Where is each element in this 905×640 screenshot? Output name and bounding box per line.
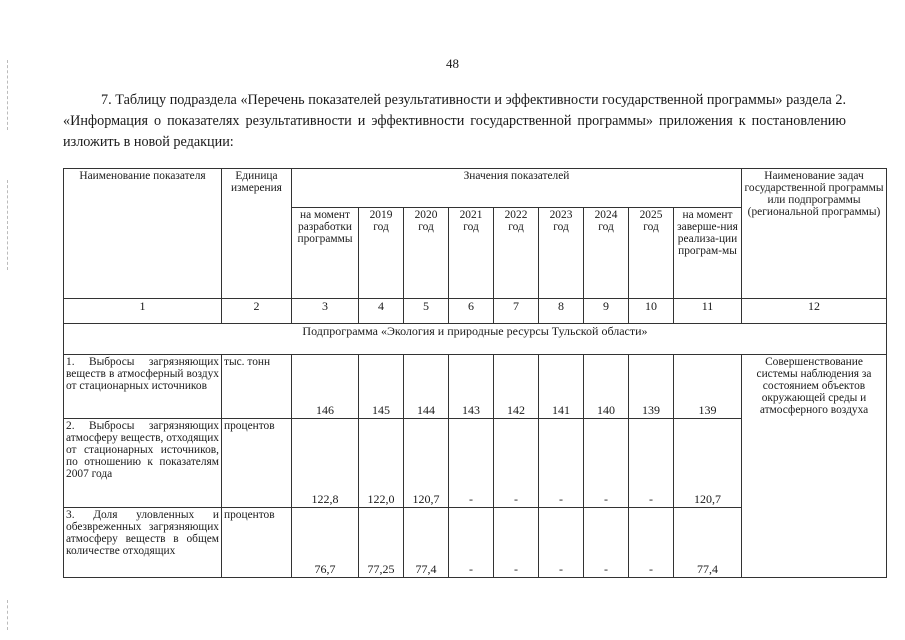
header-tasks: Наименование задач государственной программы или подпрограммы (региональной программы): [742, 169, 887, 299]
indicator-value: 139: [674, 355, 742, 419]
indicator-value: 142: [494, 355, 539, 419]
indicator-value: 144: [404, 355, 449, 419]
col-number: 6: [449, 299, 494, 324]
subheader-2020: 2020 год: [404, 208, 449, 299]
indicator-value: 120,7: [404, 419, 449, 508]
indicators-table: [63, 168, 887, 578]
col-number: 5: [404, 299, 449, 324]
indicator-value: -: [629, 419, 674, 508]
indicator-value: -: [629, 508, 674, 578]
subheader-dev: на момент разработки программы: [292, 208, 359, 299]
col-number: 3: [292, 299, 359, 324]
subheader-2024: 2024 год: [584, 208, 629, 299]
col-number: 9: [584, 299, 629, 324]
indicator-value: 146: [292, 355, 359, 419]
intro-paragraph: [63, 90, 846, 153]
indicator-value: -: [494, 419, 539, 508]
col-number: 8: [539, 299, 584, 324]
indicator-value: 77,4: [674, 508, 742, 578]
indicator-value: -: [449, 508, 494, 578]
indicator-value: 120,7: [674, 419, 742, 508]
indicator-value: 77,4: [404, 508, 449, 578]
indicator-unit: тыс. тонн: [222, 355, 292, 419]
indicator-value: -: [539, 419, 584, 508]
header-unit: Единица измерения: [222, 169, 292, 299]
subheader-2022: 2022 год: [494, 208, 539, 299]
indicator-name: 3. Доля уловленных и обезвреженных загрязняющих атмосферу веществ в общем количестве отходящих: [64, 508, 222, 578]
margin-mark: [7, 600, 8, 630]
indicator-value: 145: [359, 355, 404, 419]
indicator-unit: процентов: [222, 419, 292, 508]
indicator-value: 77,25: [359, 508, 404, 578]
indicator-value: -: [539, 508, 584, 578]
indicator-unit: процентов: [222, 508, 292, 578]
intro-text: 7. Таблицу подраздела «Перечень показателей результативности и эффективности государственной программы» раздела 2. «Информация о показателях результативности и эффективности государственной программы» приложения к постановлению изложить в новой редакции:: [63, 92, 846, 150]
subheader-end: на момент заверше-ния реализа-ции програм-мы: [674, 208, 742, 299]
col-number: 2: [222, 299, 292, 324]
col-number: 4: [359, 299, 404, 324]
col-number: 11: [674, 299, 742, 324]
col-number: 10: [629, 299, 674, 324]
indicator-value: -: [494, 508, 539, 578]
subheader-2025: 2025 год: [629, 208, 674, 299]
page-number: 48: [446, 56, 459, 71]
col-number: 12: [742, 299, 887, 324]
indicator-value: 140: [584, 355, 629, 419]
indicator-name: 1. Выбросы загрязняющих веществ в атмосферный воздух от стационарных источников: [64, 355, 222, 419]
col-number: 1: [64, 299, 222, 324]
indicator-value: 141: [539, 355, 584, 419]
indicator-name: 2. Выбросы загрязняющих атмосферу веществ, отходящих от стационарных источников, по отношению к показателям 2007 года: [64, 419, 222, 508]
header-values: Значения показателей: [292, 169, 742, 208]
margin-mark: [7, 180, 8, 270]
subheader-2019: 2019 год: [359, 208, 404, 299]
table-row: [64, 355, 887, 419]
indicator-value: 139: [629, 355, 674, 419]
indicator-value: 76,7: [292, 508, 359, 578]
col-number: 7: [494, 299, 539, 324]
indicator-value: 122,8: [292, 419, 359, 508]
subheader-2023: 2023 год: [539, 208, 584, 299]
subheader-2021: 2021 год: [449, 208, 494, 299]
subprogram-title: Подпрограмма «Экология и природные ресурсы Тульской области»: [64, 324, 887, 355]
header-name: Наименование показателя: [64, 169, 222, 299]
indicator-value: -: [584, 419, 629, 508]
indicator-value: 122,0: [359, 419, 404, 508]
indicator-value: -: [584, 508, 629, 578]
task-description: Совершенствование системы наблюдения за состоянием объектов окружающей среды и атмосферного воздуха: [742, 355, 887, 578]
indicator-value: 143: [449, 355, 494, 419]
indicator-value: -: [449, 419, 494, 508]
